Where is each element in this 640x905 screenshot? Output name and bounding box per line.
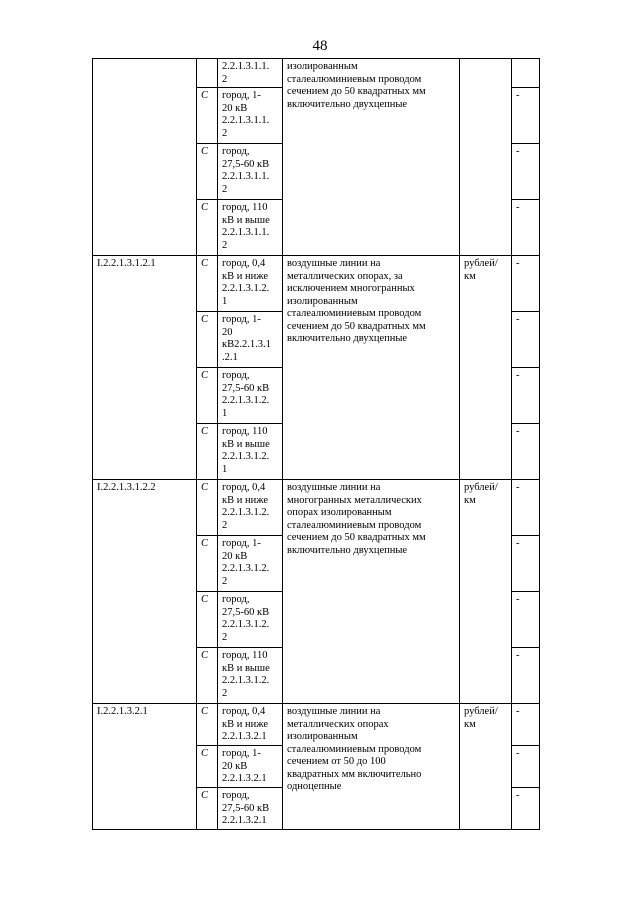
description-line: воздушные линии на: [287, 482, 381, 493]
row-unit: [460, 480, 512, 704]
condition-line: кВ и ниже: [222, 270, 268, 282]
condition-line: кВ и выше: [222, 662, 270, 674]
row-value: -: [512, 256, 540, 312]
row-condition: [218, 480, 283, 536]
row-value: -: [512, 312, 540, 368]
row-description: [283, 256, 460, 480]
row-letter: С: [197, 746, 218, 788]
condition-line: 1: [222, 295, 228, 307]
description-line: исключением многогранных: [287, 283, 415, 294]
row-letter: С: [197, 200, 218, 256]
row-value: -: [512, 648, 540, 704]
unit-line: рублей/: [464, 482, 498, 493]
condition-line: 1: [222, 463, 228, 475]
condition-line: 2.2.1.3.1.2.: [222, 507, 270, 518]
row-value: -: [512, 368, 540, 424]
row-condition: [218, 200, 283, 256]
condition-line: 2: [222, 183, 228, 195]
condition-line: 2.2.1.3.1.2.: [222, 451, 270, 462]
description-line: одноцепные: [287, 781, 342, 792]
row-condition: [218, 746, 283, 788]
condition-line: 2.2.1.3.1.2.: [222, 395, 270, 406]
condition-line: 2.2.1.3.2.1: [222, 731, 267, 742]
description-line: сталеалюминиевым проводом: [287, 519, 422, 531]
condition-line: город, 0,4: [222, 706, 266, 717]
row-condition: [218, 424, 283, 480]
row-description: [283, 480, 460, 704]
condition-line: 20 кВ: [222, 760, 248, 772]
row-letter: [197, 59, 218, 88]
condition-line: город, 1-: [222, 90, 261, 101]
row-letter: С: [197, 704, 218, 746]
row-unit: [460, 59, 512, 256]
description-line: сечением до 50 квадратных мм: [287, 320, 426, 332]
condition-line: 2: [222, 519, 228, 531]
page-number: 48: [312, 38, 328, 54]
row-letter: С: [197, 144, 218, 200]
description-line: изолированным: [287, 61, 358, 72]
condition-line: 2.2.1.3.1.1.: [222, 171, 270, 182]
condition-line: 2: [222, 575, 228, 587]
condition-line: город, 110: [222, 426, 268, 437]
unit-line: км: [464, 270, 476, 282]
row-condition: [218, 536, 283, 592]
condition-line: кВ и ниже: [222, 494, 268, 506]
description-line: включительно двухцепные: [287, 544, 408, 556]
tariff-table: [92, 58, 540, 830]
unit-line: рублей/: [464, 706, 498, 717]
condition-line: 2.2.1.3.1.2.: [222, 283, 270, 294]
row-value: -: [512, 704, 540, 746]
row-condition: [218, 144, 283, 200]
description-line: металлических опорах, за: [287, 270, 403, 282]
condition-line: кВ и выше: [222, 438, 270, 450]
description-line: многогранных металлических: [287, 494, 422, 506]
condition-line: город,: [222, 594, 250, 605]
condition-line: 2.2.1.3.1.2.: [222, 563, 270, 574]
row-value: -: [512, 746, 540, 788]
row-value: -: [512, 480, 540, 536]
description-line: металлических опорах: [287, 718, 389, 730]
row-value: [512, 59, 540, 88]
condition-line: 20 кВ: [222, 550, 248, 562]
condition-line: 2: [222, 127, 228, 139]
condition-line: город, 0,4: [222, 482, 266, 493]
description-line: сечением до 50 квадратных мм: [287, 86, 426, 97]
condition-line: город, 1-: [222, 538, 261, 549]
condition-line: 20: [222, 326, 233, 338]
row-letter: С: [197, 312, 218, 368]
row-letter: С: [197, 256, 218, 312]
row-letter: С: [197, 88, 218, 144]
row-unit: [460, 256, 512, 480]
row-code: I.2.2.1.3.1.2.2: [93, 480, 197, 704]
condition-line: город, 1-: [222, 314, 261, 325]
unit-line: км: [464, 718, 476, 730]
row-letter: С: [197, 592, 218, 648]
description-line: изолированным: [287, 731, 358, 742]
row-condition: [218, 788, 283, 830]
row-letter: С: [197, 536, 218, 592]
condition-line: 27,5-60 кВ: [222, 606, 270, 618]
row-unit: [460, 704, 512, 830]
condition-line: 2.2.1.3.1.1.: [222, 61, 270, 72]
condition-line: 2: [222, 631, 228, 643]
row-condition: [218, 59, 283, 88]
table-row: [93, 256, 540, 312]
condition-line: город,: [222, 370, 250, 381]
condition-line: 27,5-60 кВ: [222, 382, 270, 394]
row-letter: С: [197, 424, 218, 480]
condition-line: 2.2.1.3.2.1: [222, 815, 267, 826]
row-value: -: [512, 424, 540, 480]
table-row: [93, 59, 540, 88]
condition-line: 27,5-60 кВ: [222, 158, 270, 170]
description-line: воздушные линии на: [287, 706, 381, 717]
row-condition: [218, 312, 283, 368]
row-condition: [218, 88, 283, 144]
description-line: сталеалюминиевым проводом: [287, 308, 422, 319]
table-row: [93, 480, 540, 536]
row-value: -: [512, 200, 540, 256]
row-code: I.2.2.1.3.1.2.1: [93, 256, 197, 480]
row-condition: [218, 592, 283, 648]
description-line: сталеалюминиевым проводом: [287, 743, 422, 755]
description-line: воздушные линии на: [287, 258, 381, 269]
description-line: включительно двухцепные: [287, 333, 408, 344]
condition-line: 1: [222, 407, 228, 419]
row-condition: [218, 648, 283, 704]
description-line: изолированным: [287, 295, 358, 307]
row-letter: С: [197, 480, 218, 536]
condition-line: кВ2.2.1.3.1: [222, 339, 271, 350]
condition-line: город, 110: [222, 202, 268, 213]
row-condition: [218, 368, 283, 424]
row-value: -: [512, 88, 540, 144]
row-description: [283, 59, 460, 256]
condition-line: 20 кВ: [222, 102, 248, 114]
row-value: -: [512, 592, 540, 648]
row-condition: [218, 704, 283, 746]
row-letter: С: [197, 648, 218, 704]
row-value: -: [512, 144, 540, 200]
description-line: сталеалюминиевым проводом: [287, 73, 422, 85]
description-line: сечением до 50 квадратных мм: [287, 532, 426, 543]
condition-line: город,: [222, 790, 250, 801]
condition-line: город, 110: [222, 650, 268, 661]
description-line: квадратных мм включительно: [287, 768, 422, 780]
row-code: [93, 59, 197, 256]
row-letter: С: [197, 368, 218, 424]
condition-line: город, 0,4: [222, 258, 266, 269]
table-row: [93, 704, 540, 746]
unit-line: рублей/: [464, 258, 498, 269]
condition-line: 27,5-60 кВ: [222, 802, 270, 814]
description-line: опорах изолированным: [287, 507, 392, 518]
condition-line: город,: [222, 146, 250, 157]
condition-line: 2: [222, 687, 228, 699]
row-description: [283, 704, 460, 830]
condition-line: кВ и выше: [222, 214, 270, 226]
condition-line: 2.2.1.3.1.1.: [222, 115, 270, 126]
condition-line: город, 1-: [222, 748, 261, 759]
description-line: сечением от 50 до 100: [287, 756, 386, 767]
row-condition: [218, 256, 283, 312]
condition-line: кВ и ниже: [222, 718, 268, 730]
condition-line: 2.2.1.3.1.1.: [222, 227, 270, 238]
condition-line: 2.2.1.3.1.2.: [222, 675, 270, 686]
condition-line: .2.1: [222, 351, 238, 363]
row-letter: С: [197, 788, 218, 830]
row-code: I.2.2.1.3.2.1: [93, 704, 197, 830]
condition-line: 2.2.1.3.2.1: [222, 773, 267, 784]
condition-line: 2.2.1.3.1.2.: [222, 619, 270, 630]
unit-line: км: [464, 494, 476, 506]
row-value: -: [512, 536, 540, 592]
condition-line: 2: [222, 73, 228, 85]
description-line: включительно двухцепные: [287, 98, 408, 110]
condition-line: 2: [222, 239, 228, 251]
row-value: -: [512, 788, 540, 830]
